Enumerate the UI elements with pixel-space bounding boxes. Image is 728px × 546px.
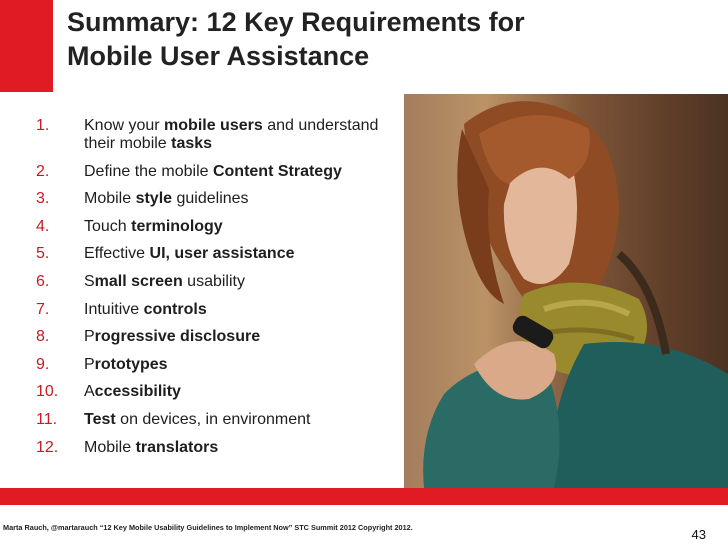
requirement-text	[84, 383, 406, 401]
requirement-number: 10.	[36, 383, 59, 401]
requirement-text-part: Mobile	[84, 438, 136, 456]
requirement-text-part: P	[84, 328, 95, 346]
requirement-text-part: P	[84, 355, 95, 373]
requirement-text-part: S	[84, 272, 95, 290]
requirement-item	[36, 439, 406, 457]
woman-with-phone-photo	[404, 94, 728, 488]
requirement-text-part: Know your	[84, 117, 165, 134]
requirement-text-part: and understand their mobile	[84, 117, 379, 152]
requirement-text	[84, 245, 406, 263]
requirement-item	[36, 117, 406, 153]
requirement-keyword: st	[101, 410, 116, 428]
requirement-text	[84, 163, 406, 181]
requirement-text	[84, 439, 406, 457]
requirement-text-part: guidelines	[172, 190, 249, 208]
requirement-keyword: Te	[84, 410, 102, 428]
requirement-keyword: translators	[135, 438, 219, 456]
requirement-text-part: Effective	[84, 245, 150, 263]
footer-credit: Marta Rauch, @martarauch “12 Key Mobile Usability Guidelines to Implement Now” STC Summit 2012 Copyright 2012.	[3, 523, 413, 532]
requirement-number: 2.	[36, 162, 50, 180]
requirement-text	[84, 218, 406, 236]
requirement-number: 8.	[36, 328, 50, 346]
requirement-text	[84, 301, 406, 319]
requirement-number: 3.	[36, 190, 50, 208]
requirement-text-part: usability	[182, 272, 245, 290]
requirement-text-part: on devices, in environment	[115, 410, 311, 428]
requirement-keyword: UI, user assistance	[149, 245, 295, 263]
requirement-item	[36, 218, 406, 236]
requirement-number: 9.	[36, 355, 50, 373]
requirement-keyword: Content Strategy	[212, 162, 342, 180]
requirement-number: 5.	[36, 245, 50, 263]
requirement-text	[84, 273, 406, 291]
requirement-text-part: Intuitive	[84, 300, 144, 318]
requirement-text-part: Touch	[84, 217, 132, 235]
requirement-keyword: mall screen	[94, 272, 183, 290]
slide-title	[67, 5, 587, 73]
requirement-item	[36, 328, 406, 346]
requirement-keyword: rogressive disclosure	[94, 328, 261, 346]
title-line-2: Mobile User Assistance	[67, 41, 370, 71]
requirement-keyword: rototypes	[94, 355, 168, 373]
requirement-keyword: tasks	[171, 135, 213, 152]
page-number: 43	[691, 527, 706, 542]
requirement-keyword: style	[135, 190, 173, 208]
requirement-number: 6.	[36, 272, 50, 290]
requirement-item	[36, 245, 406, 263]
requirement-keyword: mobile users	[164, 117, 263, 134]
requirement-item	[36, 190, 406, 208]
requirement-text	[84, 411, 406, 429]
requirement-item	[36, 383, 406, 401]
requirement-item	[36, 163, 406, 181]
requirement-text	[84, 356, 406, 374]
requirement-text	[84, 117, 406, 153]
requirement-item	[36, 411, 406, 429]
requirement-number: 1.	[36, 117, 50, 134]
requirement-keyword: controls	[143, 300, 207, 318]
requirement-number: 4.	[36, 217, 50, 235]
requirement-number: 12.	[36, 438, 59, 456]
requirement-item	[36, 356, 406, 374]
requirement-text	[84, 328, 406, 346]
requirement-number: 7.	[36, 300, 50, 318]
requirements-list	[36, 117, 406, 466]
requirement-item	[36, 301, 406, 319]
requirement-keyword: terminology	[131, 217, 223, 235]
requirement-text-part: Mobile	[84, 190, 136, 208]
requirement-keyword: ccessibility	[94, 383, 181, 401]
header-red-block	[0, 0, 53, 92]
requirement-item	[36, 273, 406, 291]
requirement-text-part: A	[84, 383, 95, 401]
title-line-1: Summary: 12 Key Requirements for	[67, 7, 525, 37]
requirement-text	[84, 190, 406, 208]
requirement-number: 11.	[36, 410, 58, 428]
footer-red-band	[0, 488, 728, 505]
requirement-text-part: Define the mobile	[84, 162, 213, 180]
